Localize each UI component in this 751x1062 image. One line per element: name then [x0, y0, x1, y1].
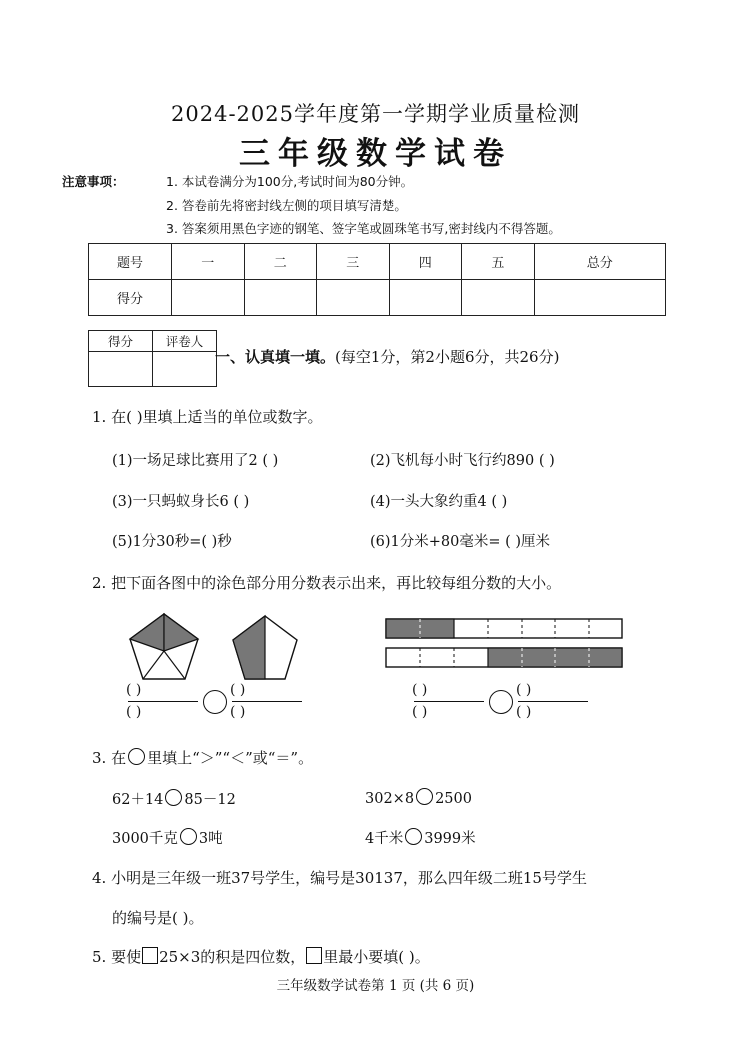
bar-figures	[384, 617, 624, 669]
fraction-blank-numerator[interactable]: ( )	[412, 682, 428, 698]
grader-header-reviewer: 评卷人	[153, 331, 217, 352]
score-input-cell[interactable]	[172, 280, 245, 316]
compare-circle[interactable]	[203, 690, 227, 714]
score-header-cell: 题号	[89, 244, 172, 280]
q5-b: 25×3的积是四位数，	[159, 948, 306, 966]
exam-subtitle: 2024-2025学年度第一学期学业质量检测	[171, 102, 580, 126]
q2-stem: 2. 把下面各图中的涂色部分用分数表示出来，再比较每组分数的大小。	[92, 574, 562, 592]
q1-item: (6)1分米+80毫米= ( )厘米	[370, 534, 551, 550]
q3-right: 3999米	[424, 831, 476, 847]
score-header-cell: 四	[389, 244, 462, 280]
grader-table	[88, 330, 217, 387]
fraction-bar	[414, 701, 484, 702]
fraction-blank-numerator[interactable]: ( )	[230, 682, 246, 698]
q1-item: (4)一头大象约重4 ( )	[370, 494, 508, 510]
q3-right: 3吨	[198, 831, 223, 847]
q3-right: 85－12	[184, 792, 236, 808]
q4-line-1: 4. 小明是三年级一班37号学生，编号是30137，那么四年级二班15号学生	[92, 869, 587, 887]
score-input-cell[interactable]	[389, 280, 462, 316]
q3-item	[112, 788, 236, 809]
section-1-detail: (每空1分，第2小题6分，共26分)	[335, 348, 560, 366]
fraction-bar	[232, 701, 302, 702]
section-1-heading	[215, 346, 559, 367]
exam-title: 三年级数学试卷	[239, 136, 512, 172]
q5-stem	[92, 946, 430, 967]
score-table	[88, 243, 666, 316]
score-header-cell: 一	[172, 244, 245, 280]
compare-circle[interactable]	[416, 788, 433, 805]
score-header-cell: 总分	[534, 244, 665, 280]
compare-circle[interactable]	[405, 828, 422, 845]
q5-a: 5. 要使	[92, 948, 142, 966]
pentagon-figures	[125, 612, 310, 684]
q5-c: 里最小要填( )。	[323, 948, 430, 966]
fraction-bar	[518, 701, 588, 702]
notice-item-3: 3. 答案须用黑色字迹的钢笔、签字笔或圆珠笔书写,密封线内不得答题。	[166, 221, 561, 236]
q3-stem-a: 3. 在	[92, 749, 127, 767]
q3-stem-b: 里填上“＞”“＜”或“＝”。	[147, 749, 314, 767]
q1-item: (2)飞机每小时飞行约890 ( )	[370, 453, 555, 469]
fraction-blank-denominator[interactable]: ( )	[516, 704, 532, 720]
bar-figure-2	[386, 648, 622, 667]
notice-label: 注意事项：	[62, 174, 125, 189]
fraction-blank-denominator[interactable]: ( )	[126, 704, 142, 720]
q3-item	[365, 827, 476, 848]
circle-symbol-icon	[128, 748, 145, 765]
notice-item-2: 2. 答卷前先将密封线左侧的项目填写清楚。	[166, 198, 407, 213]
score-header-cell: 二	[244, 244, 317, 280]
square-blank-icon[interactable]	[142, 947, 158, 964]
pentagon-figure-2	[233, 616, 297, 679]
q1-item: (1)一场足球比赛用了2 ( )	[112, 453, 279, 469]
q3-left: 302×8	[365, 791, 415, 807]
q1-stem: 1. 在( )里填上适当的单位或数字。	[92, 408, 323, 426]
fraction-blank-denominator[interactable]: ( )	[412, 704, 428, 720]
square-blank-icon	[306, 947, 322, 964]
compare-circle[interactable]	[489, 690, 513, 714]
score-header-cell: 三	[317, 244, 390, 280]
bar-figure-1	[386, 619, 622, 638]
fraction-blank-numerator[interactable]: ( )	[126, 682, 142, 698]
q1-item: (5)1分30秒=( )秒	[112, 534, 232, 550]
q4-line-2: 的编号是( )。	[112, 909, 204, 927]
fraction-blank-numerator[interactable]: ( )	[516, 682, 532, 698]
grader-reviewer-cell[interactable]	[153, 352, 217, 387]
compare-circle[interactable]	[165, 789, 182, 806]
section-1-title: 一、认真填一填。	[215, 348, 336, 366]
score-input-cell[interactable]	[317, 280, 390, 316]
compare-circle[interactable]	[180, 828, 197, 845]
score-header-cell: 五	[462, 244, 535, 280]
q3-left: 62＋14	[112, 792, 164, 808]
page-footer: 三年级数学试卷第 1 页 (共 6 页)	[276, 978, 475, 994]
q3-item	[365, 788, 472, 807]
score-input-cell[interactable]	[534, 280, 665, 316]
fraction-blank-denominator[interactable]: ( )	[230, 704, 246, 720]
grader-header-score: 得分	[89, 331, 153, 352]
score-row-label: 得分	[89, 280, 172, 316]
fraction-bar	[128, 701, 198, 702]
grader-score-cell[interactable]	[89, 352, 153, 387]
notice-item-1: 1. 本试卷满分为100分,考试时间为80分钟。	[166, 174, 414, 189]
q3-stem	[92, 747, 313, 768]
q3-left: 4千米	[365, 831, 404, 847]
score-input-cell[interactable]	[244, 280, 317, 316]
q3-right: 2500	[435, 791, 472, 807]
q3-left: 3000千克	[112, 831, 178, 847]
pentagon-figure-1	[130, 614, 198, 679]
q3-item	[112, 827, 223, 848]
score-input-cell[interactable]	[462, 280, 535, 316]
q1-item: (3)一只蚂蚁身长6 ( )	[112, 494, 250, 510]
